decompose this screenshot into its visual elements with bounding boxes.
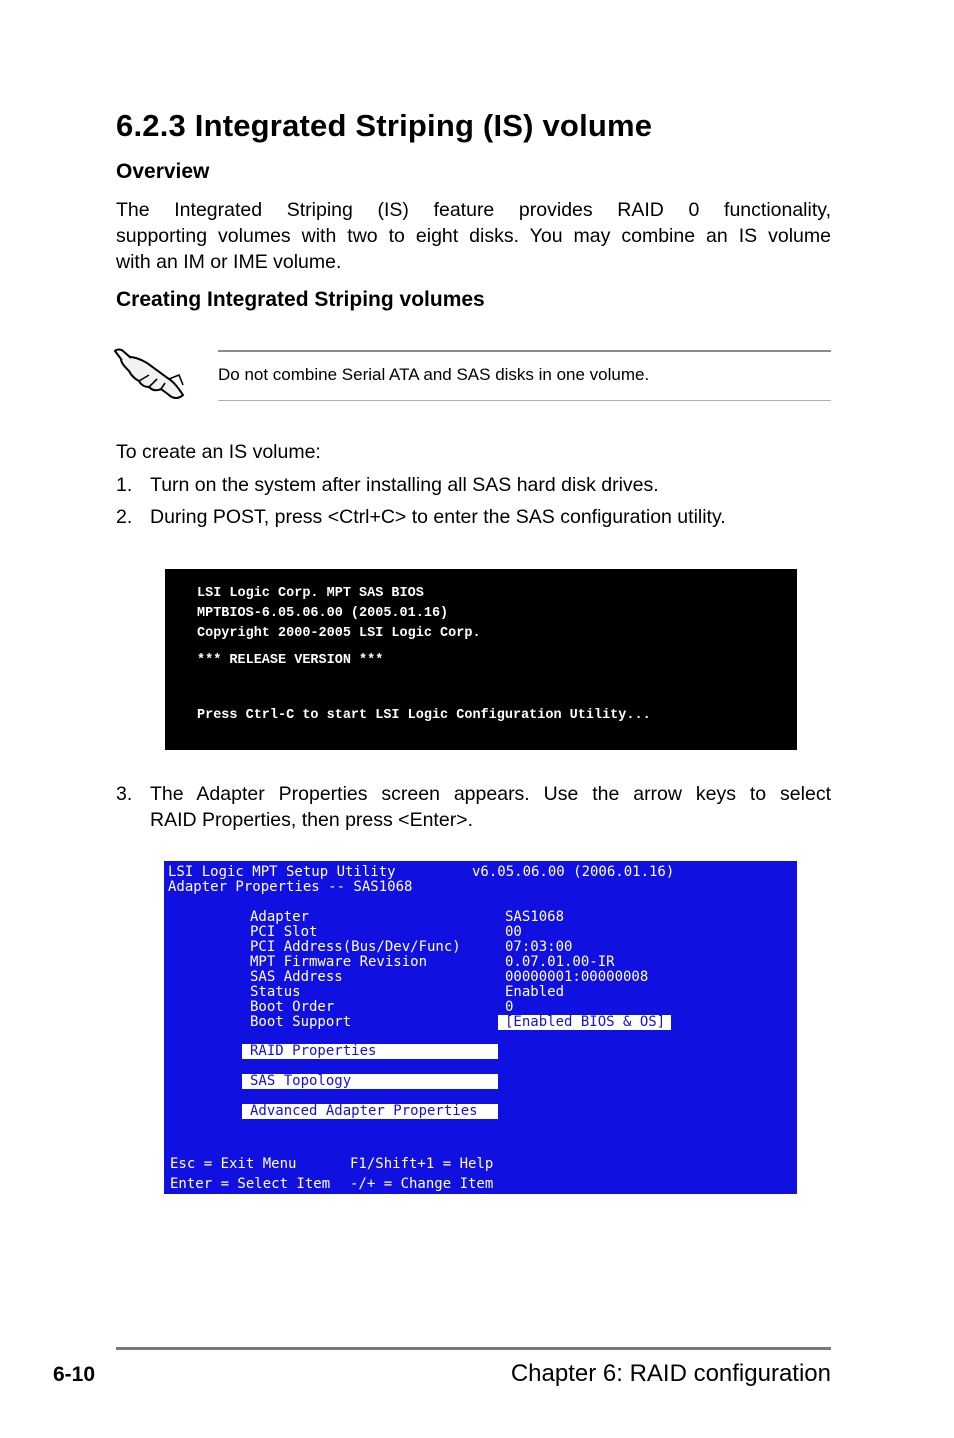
property-label: PCI Slot: [250, 924, 318, 940]
property-value: SAS1068: [505, 909, 565, 925]
note-bottom-rule: [218, 400, 831, 401]
intro-text: To create an IS volume:: [116, 441, 321, 463]
footer-rule: [116, 1347, 831, 1350]
property-label: Adapter: [250, 909, 310, 925]
bios-line: *** RELEASE VERSION ***: [197, 653, 384, 668]
menu-advanced-adapter-properties[interactable]: Advanced Adapter Properties: [242, 1104, 498, 1119]
chapter-title: Chapter 6: RAID configuration: [510, 1360, 831, 1387]
bios-line: Press Ctrl-C to start LSI Logic Configuration Utility...: [197, 708, 651, 723]
pointing-hand-icon: [113, 345, 187, 403]
step-text: [150, 781, 831, 833]
step-number: 1.: [116, 474, 133, 496]
property-value: 0: [505, 999, 514, 1015]
step-number: 2.: [116, 506, 133, 528]
bios-line: LSI Logic Corp. MPT SAS BIOS: [197, 586, 424, 601]
key-help: -/+ = Change Item: [350, 1176, 494, 1192]
property-label: MPT Firmware Revision: [250, 954, 428, 970]
utility-version: v6.05.06.00 (2006.01.16): [472, 864, 675, 880]
step-line: RAID Properties, then press <Enter>.: [150, 809, 473, 831]
property-label: Status: [250, 984, 301, 1000]
property-label: SAS Address: [250, 969, 343, 985]
bios-line: MPTBIOS-6.05.06.00 (2005.01.16): [197, 606, 449, 621]
key-help: Enter = Select Item: [170, 1176, 331, 1192]
section-heading: 6.2.3 Integrated Striping (IS) volume: [116, 108, 653, 143]
overview-paragraph: [116, 197, 831, 275]
property-value: 0.07.01.00-IR: [505, 954, 615, 970]
overview-heading: Overview: [116, 160, 210, 183]
adapter-properties-screenshot: [164, 861, 797, 1194]
property-label: PCI Address(Bus/Dev/Func): [250, 939, 461, 955]
boot-support-value[interactable]: [Enabled BIOS & OS]: [498, 1015, 671, 1030]
menu-sas-topology[interactable]: SAS Topology: [242, 1074, 498, 1089]
step-text: During POST, press <Ctrl+C> to enter the SAS configuration utility.: [150, 506, 726, 528]
menu-raid-properties[interactable]: RAID Properties: [242, 1044, 498, 1059]
creating-heading: Creating Integrated Striping volumes: [116, 288, 485, 311]
key-help: Esc = Exit Menu: [170, 1156, 297, 1172]
overview-line: The Integrated Striping (IS) feature provides RAID 0 functionality,: [116, 199, 831, 221]
note-top-rule: [218, 350, 831, 352]
page-number: 6-10: [53, 1363, 96, 1386]
property-label: Boot Order: [250, 999, 335, 1015]
property-value: 00: [505, 924, 522, 940]
bios-screenshot: [165, 569, 797, 750]
property-value: 07:03:00: [505, 939, 573, 955]
overview-line: supporting volumes with two to eight disks. You may combine an IS volume: [116, 225, 831, 247]
property-label: Boot Support: [250, 1014, 352, 1030]
step-text: Turn on the system after installing all SAS hard disk drives.: [150, 474, 659, 496]
bios-line: Copyright 2000-2005 LSI Logic Corp.: [197, 626, 481, 641]
property-value: 00000001:00000008: [505, 969, 649, 985]
utility-subtitle: Adapter Properties -- SAS1068: [168, 879, 413, 895]
overview-line: with an IM or IME volume.: [116, 251, 342, 273]
utility-title: LSI Logic MPT Setup Utility: [168, 864, 396, 880]
property-value: Enabled: [505, 984, 565, 1000]
step-line: The Adapter Properties screen appears. Use the arrow keys to select: [150, 783, 831, 805]
step-number: 3.: [116, 783, 133, 805]
key-help: F1/Shift+1 = Help: [350, 1156, 494, 1172]
note-text: Do not combine Serial ATA and SAS disks in one volume.: [218, 365, 650, 384]
